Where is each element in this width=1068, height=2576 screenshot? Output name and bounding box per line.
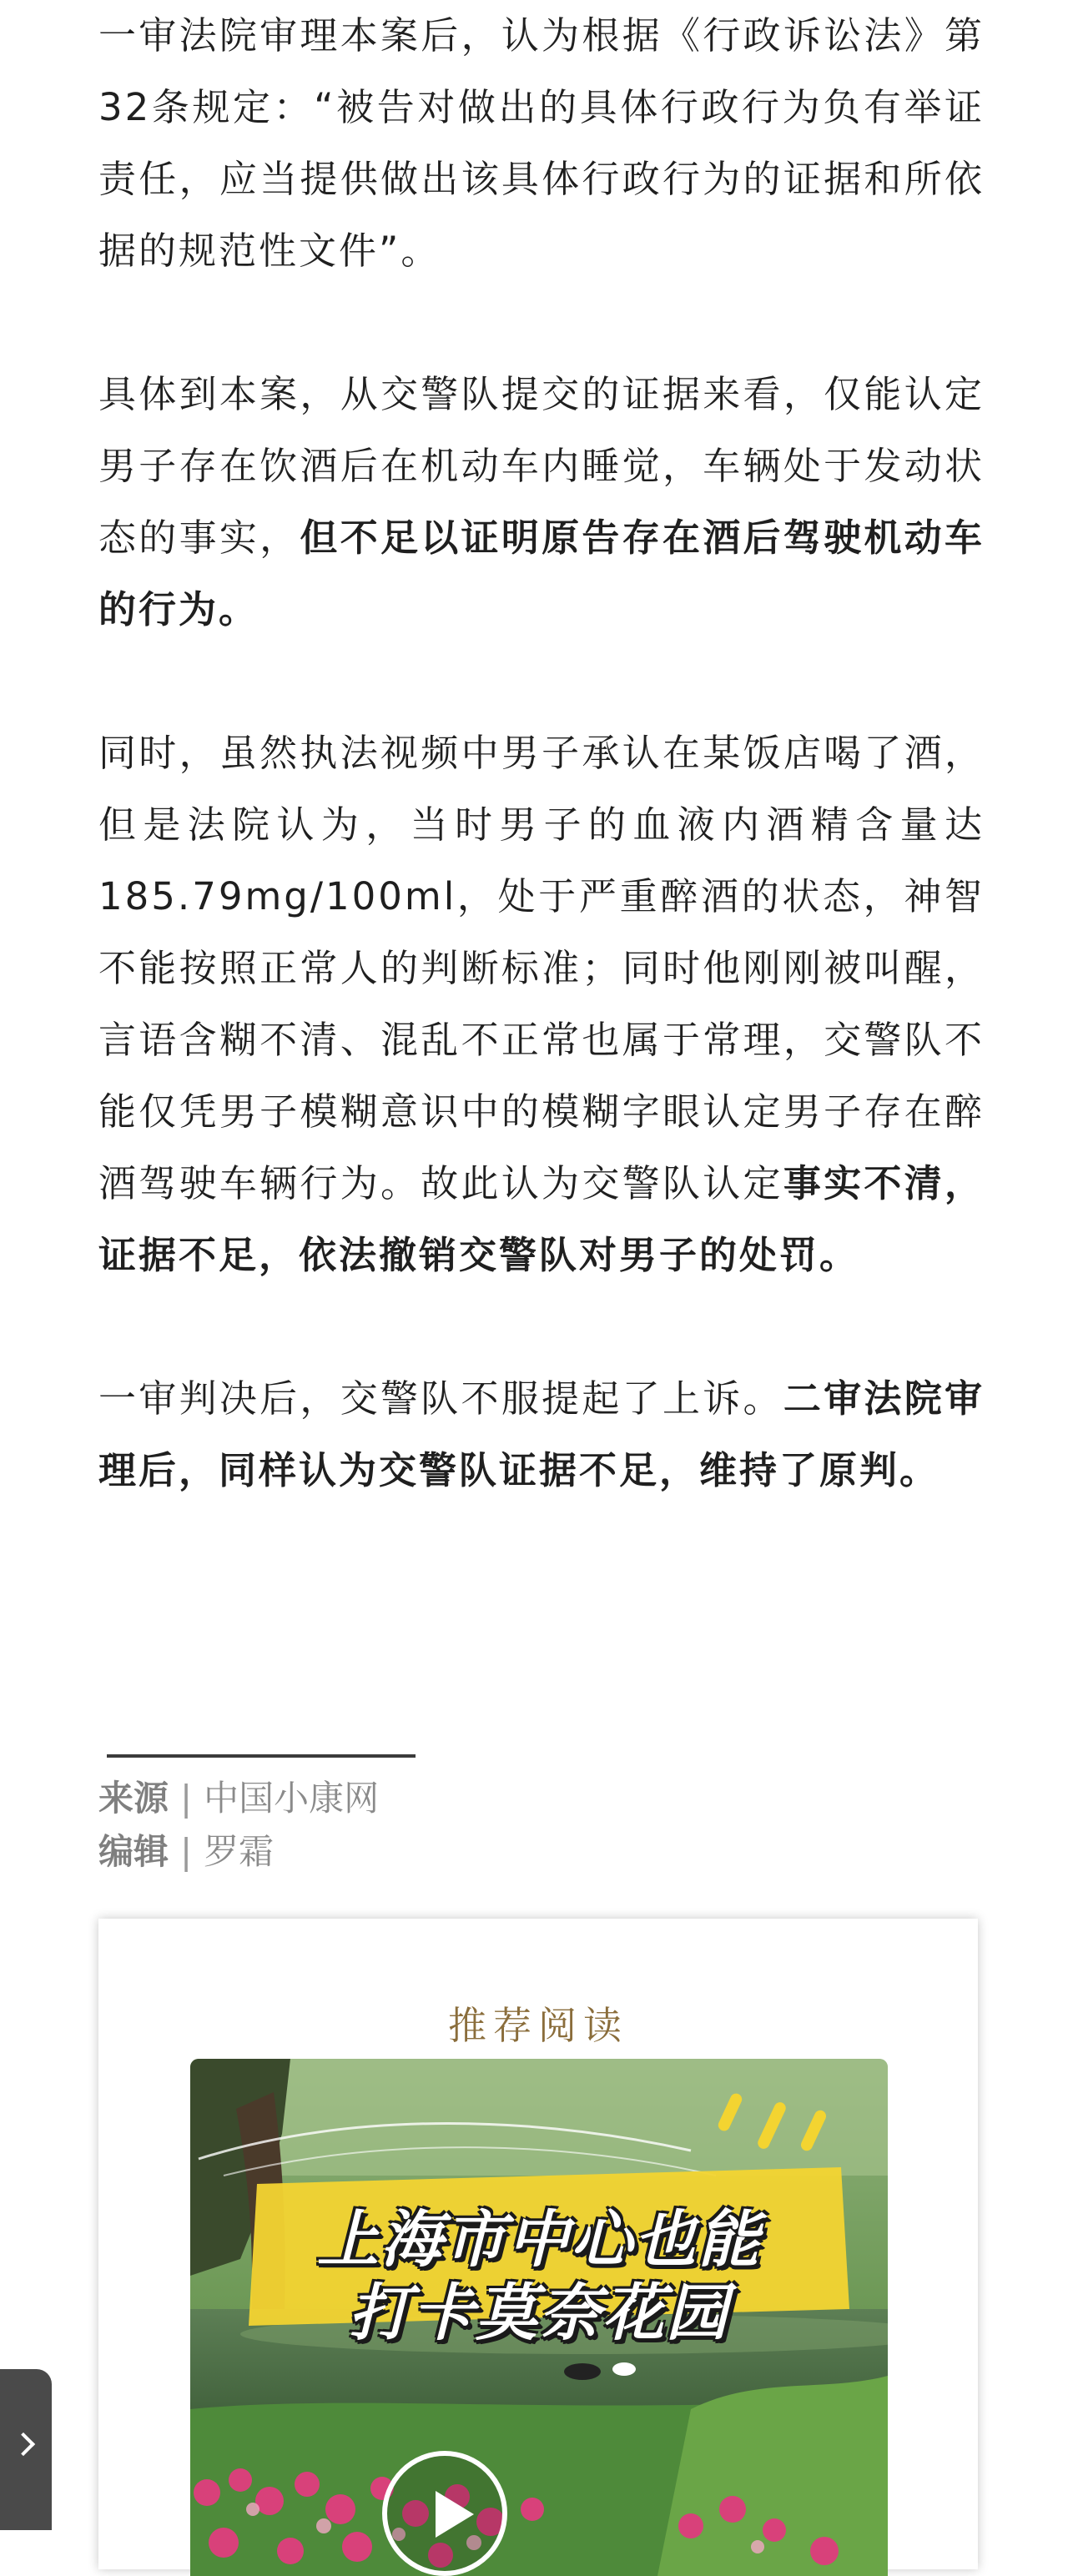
- recommend-title: 推荐阅读: [448, 2003, 628, 2048]
- editor-line: [98, 1829, 274, 1875]
- recommend-card[interactable]: [98, 1919, 978, 2569]
- paragraph-3: [98, 717, 985, 1291]
- editor-label: 编辑: [98, 1831, 169, 1872]
- paragraph-4: [98, 1363, 985, 1507]
- recommend-caption-line2: 打卡莫奈花园: [349, 2277, 729, 2349]
- play-icon[interactable]: [382, 2451, 507, 2576]
- chevron-right-icon: [12, 2433, 35, 2456]
- meta-divider: [107, 1754, 416, 1758]
- recommend-thumbnail[interactable]: [190, 2059, 888, 2576]
- paragraph-3-text: 同时，虽然执法视频中男子承认在某饭店喝了酒，但是法院认为，当时男子的血液内酒精含量达185.79mg/100ml，处于严重醉酒的状态，神智不能按照正常人的判断标准；同时他刚刚被叫醒，言语含糊不清、混乱不正常也属于常理，交警队不能仅凭男子模糊意识中的模糊字眼认定男子存在醉酒驾驶车辆行为。故此认为交警队认定: [98, 731, 985, 1205]
- source-line: [98, 1775, 379, 1822]
- recommend-caption-line1: 上海市中心也能: [317, 2204, 761, 2276]
- paragraph-2-text: 具体到本案，从交警队提交的证据来看，仅能认定男子存在饮酒后在机动车内睡觉，车辆处于发动状态的事实，: [98, 372, 985, 560]
- paragraph-1: 一审法院审理本案后，认为根据《行政诉讼法》第32条规定：“被告对做出的具体行政行为负有举证责任，应当提供做出该具体行政行为的证据和所依据的规范性文件”。: [98, 13, 985, 273]
- source-label: 来源: [98, 1778, 169, 1819]
- paragraph-2-bold: 但不足以证明原告存在酒后驾驶机动车的行为。: [98, 516, 985, 631]
- paragraph-2: [98, 359, 985, 646]
- source-separator: |: [180, 1778, 193, 1819]
- paragraph-4-bold: 二审法院审理后，同样认为交警队证据不足，维持了原判。: [98, 1376, 985, 1492]
- paragraph-3-bold: 事实不清，证据不足，依法撤销交警队对男子的处罚。: [98, 1161, 985, 1277]
- editor-separator: |: [180, 1831, 193, 1872]
- editor-value: 罗霜: [204, 1831, 275, 1872]
- side-expand-tab[interactable]: [0, 2369, 52, 2530]
- paragraph-4-text: 一审判决后，交警队不服提起了上诉。: [98, 1376, 783, 1421]
- source-value: 中国小康网: [204, 1778, 380, 1819]
- article-body: [98, 0, 985, 1578]
